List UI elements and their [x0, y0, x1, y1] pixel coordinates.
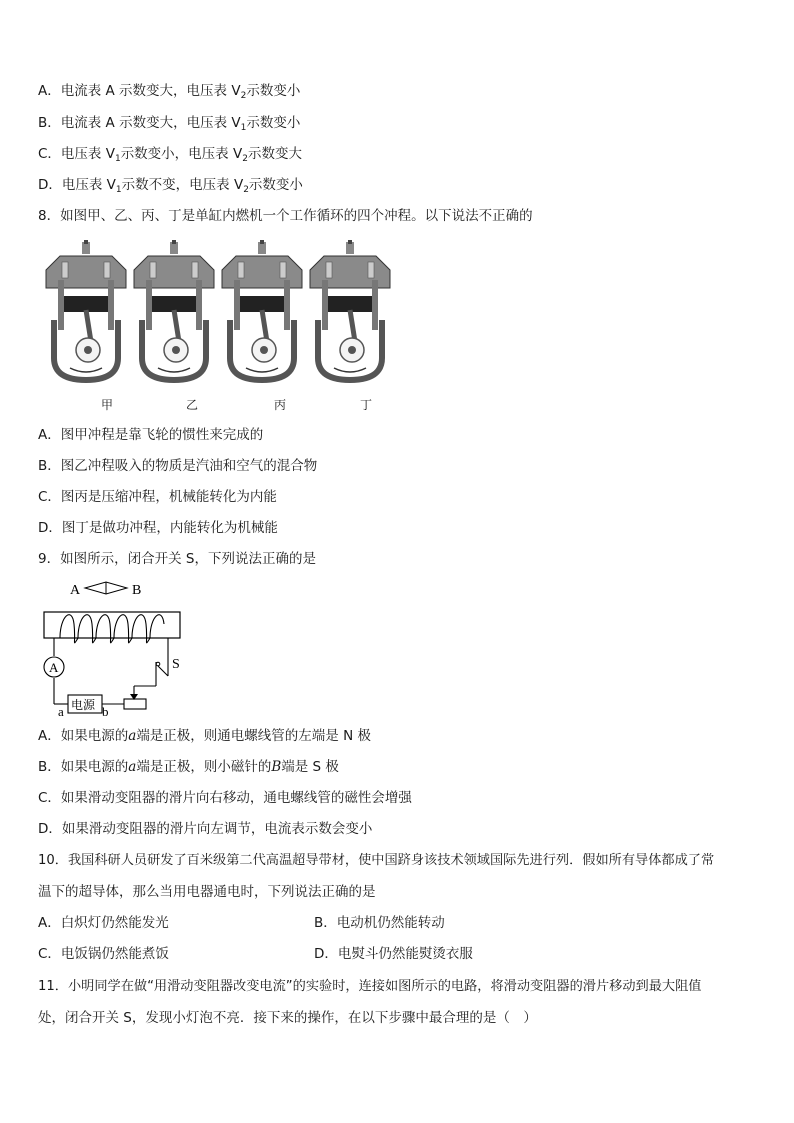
caption-yi: 乙 — [186, 398, 199, 412]
q7-option-a: A．电流表 A 示数变大，电压表 $V_2$示数变小 — [38, 83, 301, 101]
needle-label-b: B — [132, 583, 142, 598]
q8-option-a: A．图甲冲程是靠飞轮的惯性来完成的 — [38, 427, 264, 443]
switch-label: S — [172, 657, 180, 672]
q7-option-b: B．电流表 A 示数变大，电压表 $V_1$示数变小 — [38, 115, 301, 133]
q10-stem-line1: 10．我国科研人员研发了百米级第二代高温超导带材，使中国跻身该技术领域国际先进行列．假如所有导体都成了常 — [38, 853, 715, 868]
caption-jia: 甲 — [101, 398, 114, 412]
needle-label-a: A — [70, 583, 81, 598]
engine-strokes-figure — [40, 240, 400, 390]
q8-option-b: B．图乙冲程吸入的物质是汽油和空气的混合物 — [38, 458, 318, 474]
q9-option-a: A．如果电源的a端是正极，则通电螺线管的左端是 N 极 — [38, 728, 371, 744]
q11-stem-line1: 11．小明同学在做“用滑动变阻器改变电流”的实验时，连接如图所示的电路，将滑动变阻器的滑片移动到最大阻值 — [38, 979, 702, 994]
q8-stem: 8．如图甲、乙、丙、丁是单缸内燃机一个工作循环的四个冲程。以下说法不正确的 — [38, 208, 533, 224]
terminal-b-label: b — [102, 704, 109, 718]
q9-stem: 9．如图所示，闭合开关 S，下列说法正确的是 — [38, 551, 316, 567]
q10-option-c: C．电饭锅仍然能煮饭 — [38, 946, 169, 962]
q8-option-d: D．图丁是做功冲程，内能转化为机械能 — [38, 520, 278, 536]
q11-stem-line2: 处，闭合开关 S，发现小灯泡不亮．接下来的操作，在以下步骤中最合理的是（ ） — [38, 1010, 537, 1026]
caption-ding: 丁 — [360, 398, 373, 412]
q7-option-d: D．电压表 $V_1$示数不变，电压表 $V_2$示数变小 — [38, 177, 303, 195]
solenoid-circuit-figure — [38, 576, 198, 718]
q9-option-c: C．如果滑动变阻器的滑片向右移动，通电螺线管的磁性会增强 — [38, 790, 412, 806]
q10-option-b: B．电动机仍然能转动 — [314, 915, 445, 931]
caption-bing: 丙 — [274, 398, 287, 412]
terminal-a-label: a — [58, 704, 64, 718]
q10-stem-line2: 温下的超导体，那么当用电器通电时，下列说法正确的是 — [38, 884, 376, 900]
q10-option-d: D．电熨斗仍然能熨烫衣服 — [314, 946, 473, 962]
q10-option-a: A．白炽灯仍然能发光 — [38, 915, 169, 931]
q9-option-b: B．如果电源的a端是正极，则小磁针的B端是 S 极 — [38, 759, 339, 775]
q8-option-c: C．图丙是压缩冲程，机械能转化为内能 — [38, 489, 277, 505]
source-label: 电源 — [71, 698, 96, 712]
ammeter-label: A — [49, 660, 59, 675]
q9-option-d: D．如果滑动变阻器的滑片向左调节，电流表示数会变小 — [38, 821, 373, 837]
q7-option-c: C．电压表 $V_1$示数变小，电压表 $V_2$示数变大 — [38, 146, 302, 164]
